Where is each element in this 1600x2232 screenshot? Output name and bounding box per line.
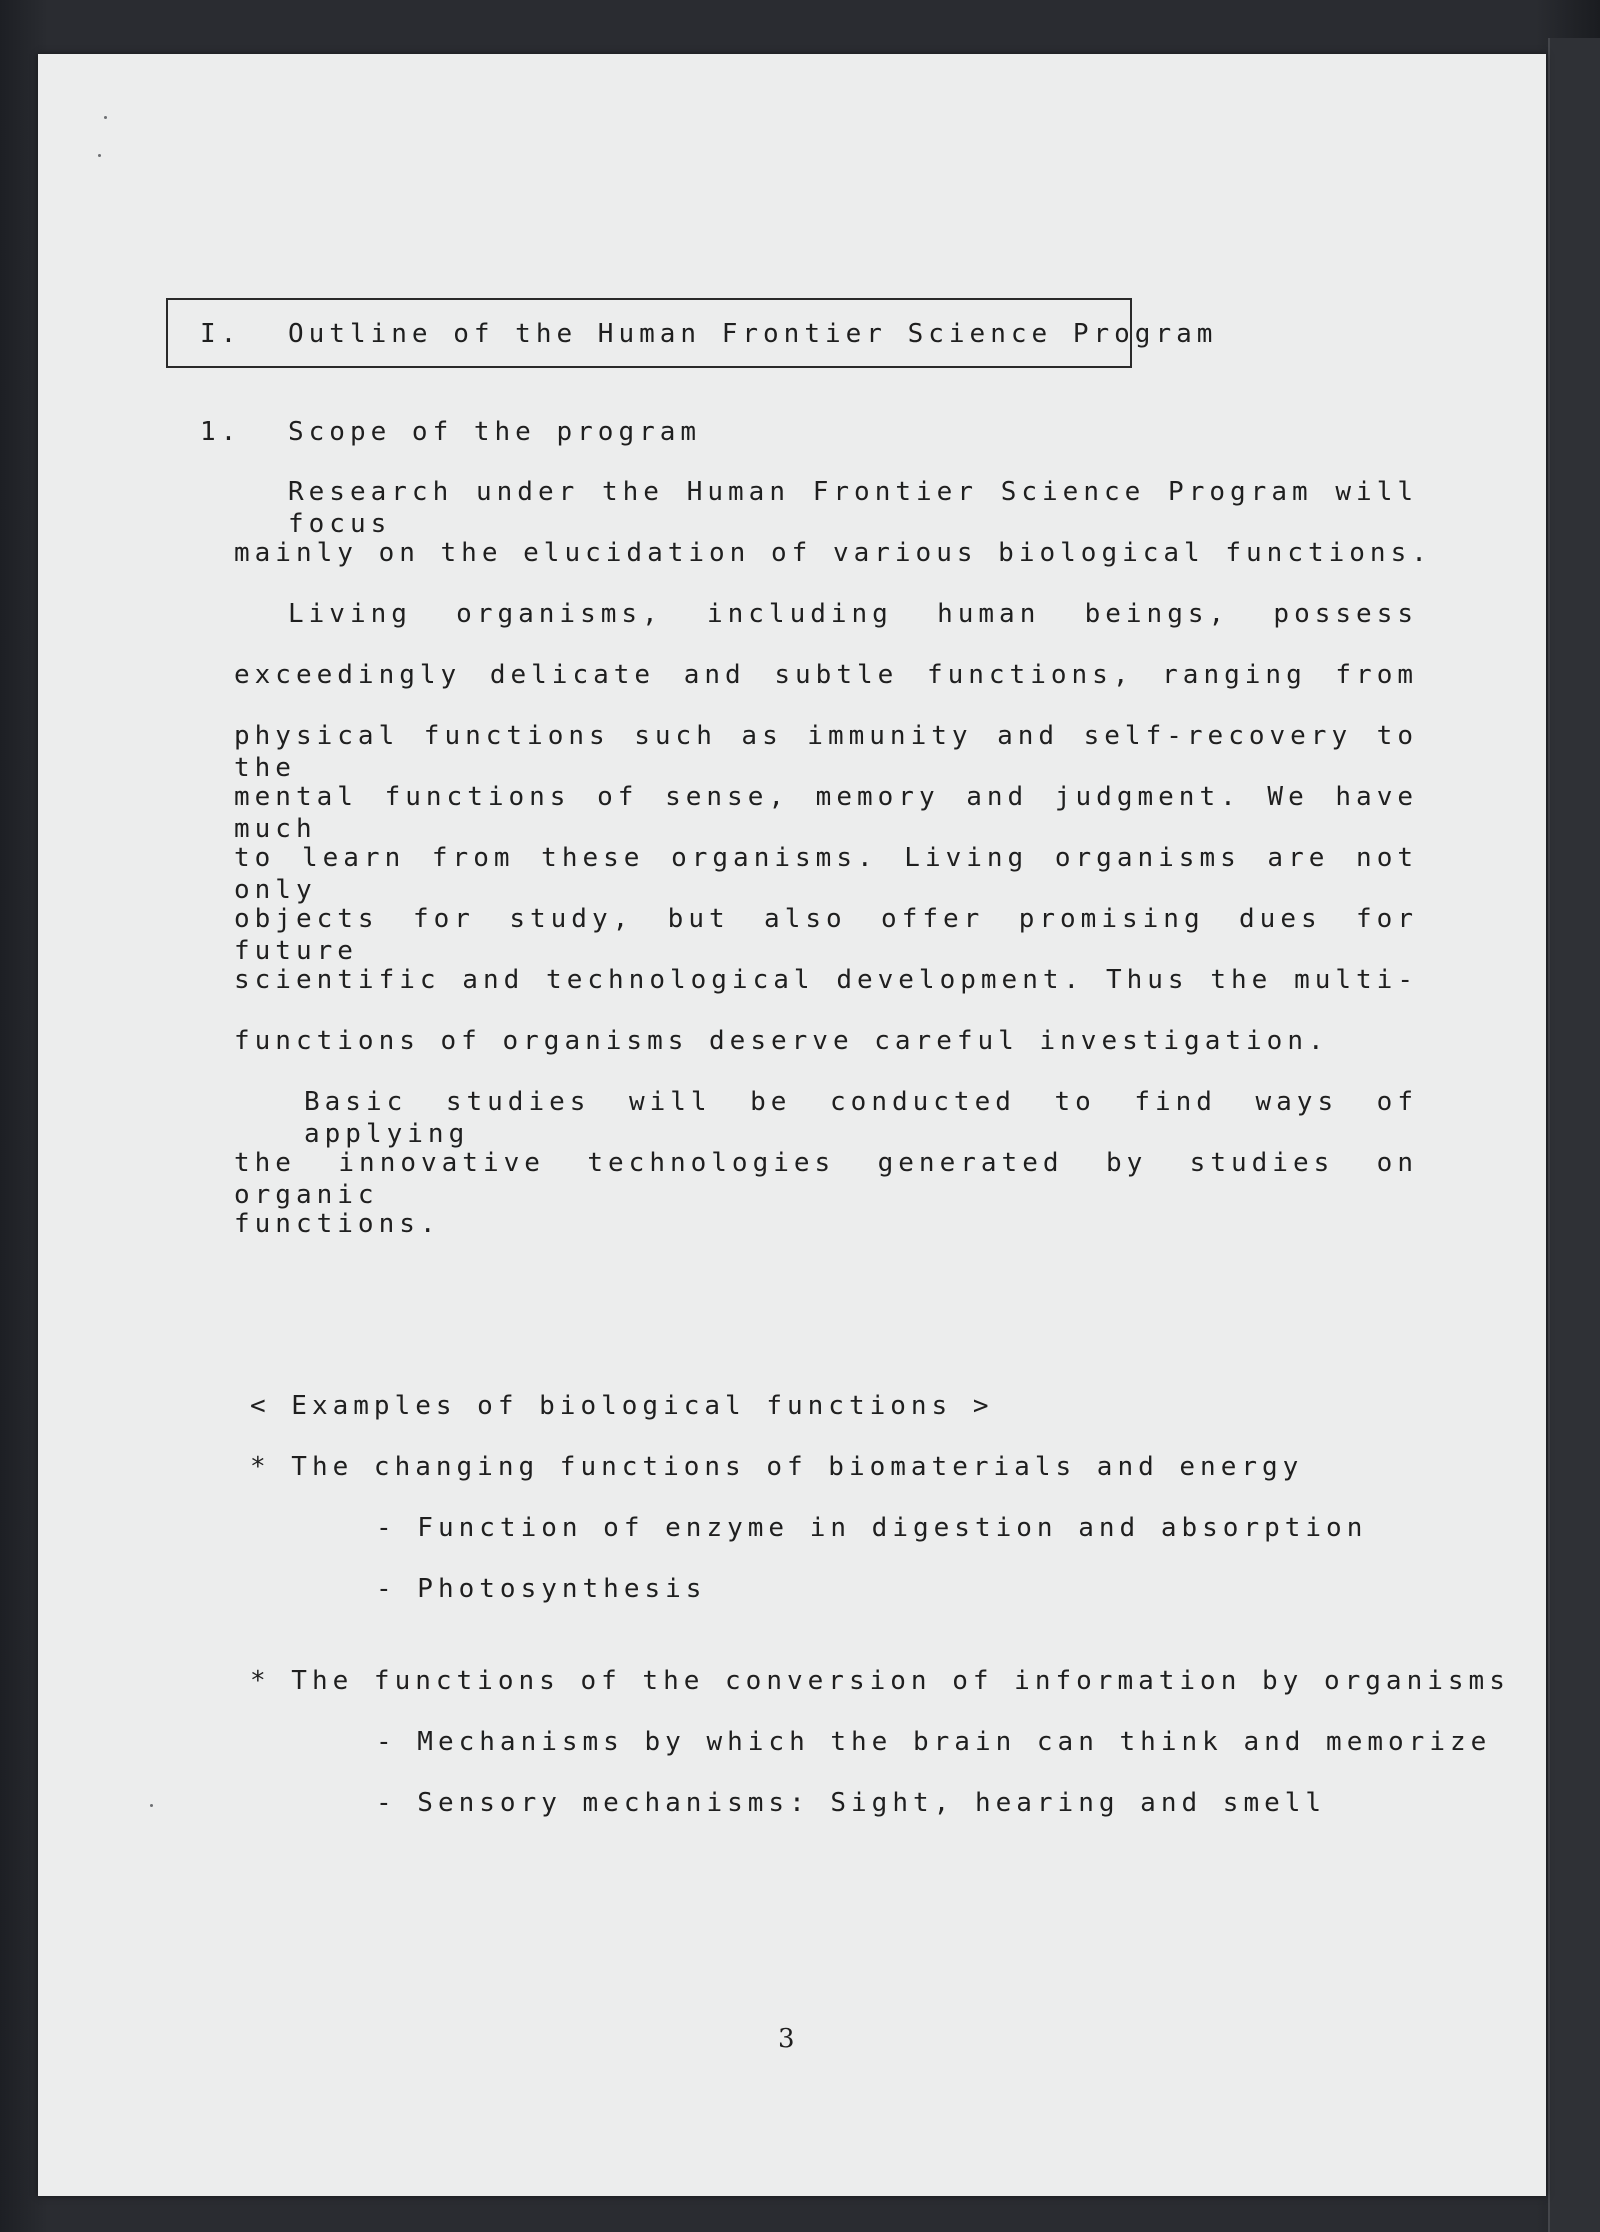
paper-speck bbox=[104, 116, 107, 119]
example-item: - Function of enzyme in digestion and absorption bbox=[376, 1513, 1368, 1543]
paragraph-line: Living organisms, including human beings, possess bbox=[288, 599, 1418, 629]
example-item: - Sensory mechanisms: Sight, hearing and smell bbox=[376, 1788, 1327, 1818]
subsection-title: Scope of the program bbox=[288, 417, 702, 447]
section-title-box bbox=[166, 298, 1218, 368]
paragraph-line: functions. bbox=[234, 1209, 441, 1239]
example-group-title: * The functions of the conversion of information by organisms bbox=[250, 1666, 1510, 1696]
paragraph-line: Basic studies will be conducted to find ways of applying bbox=[304, 1087, 1418, 1149]
paragraph-line: physical functions such as immunity and self-recovery to the bbox=[234, 721, 1418, 783]
paper-speck bbox=[150, 1804, 153, 1807]
subsection-number: 1. bbox=[200, 417, 242, 447]
underlying-sheet-edge bbox=[1548, 38, 1600, 2232]
paper-speck bbox=[98, 154, 101, 157]
paragraph-line: objects for study, but also offer promising dues for future bbox=[234, 904, 1418, 966]
example-group-title: * The changing functions of biomaterials and energy bbox=[250, 1452, 1304, 1482]
document-page bbox=[38, 54, 1546, 2196]
paragraph-line: Research under the Human Frontier Science Program will focus bbox=[288, 477, 1418, 539]
paragraph-line: exceedingly delicate and subtle functions, ranging from bbox=[234, 660, 1418, 690]
paragraph-line: mainly on the elucidation of various biological functions. bbox=[234, 538, 1432, 568]
example-item: - Photosynthesis bbox=[376, 1574, 707, 1604]
paragraph-line: functions of organisms deserve careful investigation. bbox=[234, 1026, 1329, 1056]
examples-heading: < Examples of biological functions > bbox=[250, 1391, 994, 1421]
page-number: 3 bbox=[778, 2024, 795, 2054]
paragraph-line: the innovative technologies generated by studies on organic bbox=[234, 1148, 1418, 1210]
section-number: I. bbox=[200, 319, 242, 349]
section-title: Outline of the Human Frontier Science Program bbox=[288, 319, 1218, 349]
paragraph-line: to learn from these organisms. Living organisms are not only bbox=[234, 843, 1418, 905]
example-item: - Mechanisms by which the brain can think and memorize bbox=[376, 1727, 1492, 1757]
paragraph-line: mental functions of sense, memory and judgment. We have much bbox=[234, 782, 1418, 844]
paragraph-line: scientific and technological development. Thus the multi- bbox=[234, 965, 1418, 995]
